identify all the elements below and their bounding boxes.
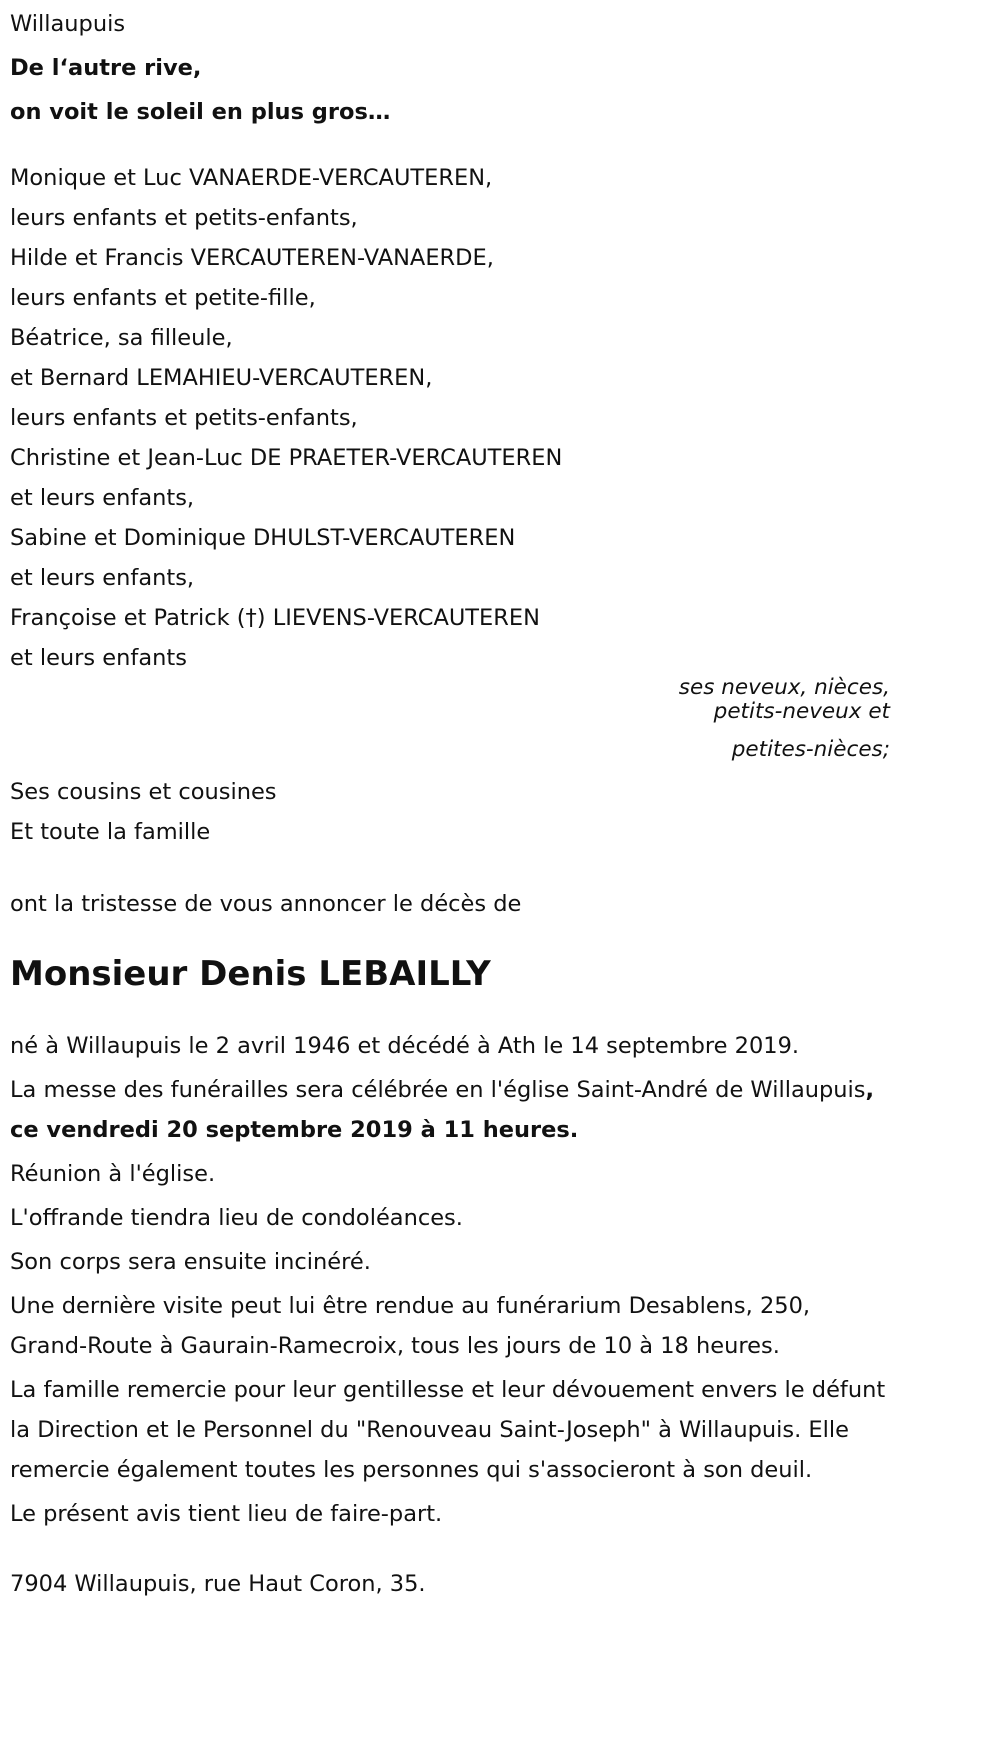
family-line: et leurs enfants xyxy=(10,645,187,671)
nephews-block xyxy=(10,676,890,762)
family-list xyxy=(10,158,890,678)
address-text: 7904 Willaupuis, rue Haut Coron, 35. xyxy=(10,1571,426,1597)
family-line: et Bernard LEMAHIEU-VERCAUTEREN, xyxy=(10,365,433,391)
visit-text: Une dernière visite peut lui être rendue au funérarium Desablens, 250, Grand-Route à Gaurain-Ramecroix, tous les jours de 10 à 18 heures. xyxy=(10,1293,811,1359)
thanks-text: La famille remercie pour leur gentillesse et leur dévouement envers le défunt la Direction et le Personnel du "Renouveau Saint-Joseph" à Willaupuis. Elle remercie également toutes les personnes qui s'associeront à son deuil. xyxy=(10,1377,886,1483)
nephews-line-3: petites-nièces; xyxy=(731,737,890,762)
meeting-text: Réunion à l'église. xyxy=(10,1161,216,1187)
cremation-text: Son corps sera ensuite incinéré. xyxy=(10,1249,371,1275)
family-line: leurs enfants et petits-enfants, xyxy=(10,205,358,231)
funeral-mass-date: , ce vendredi 20 septembre 2019 à 11 heures. xyxy=(10,1077,875,1143)
family-line: et leurs enfants, xyxy=(10,485,195,511)
family-line: Sabine et Dominique DHULST-VERCAUTEREN xyxy=(10,525,516,551)
notice-text: Le présent avis tient lieu de faire-part. xyxy=(10,1501,443,1527)
funeral-mass-text xyxy=(10,1070,890,1150)
birth-death-text: né à Willaupuis le 2 avril 1946 et décédé à Ath le 14 septembre 2019. xyxy=(10,1033,800,1059)
family-line: et leurs enfants, xyxy=(10,565,195,591)
funeral-mass-text-part1: La messe des funérailles sera célébrée en l'église Saint-André de Willaupuis xyxy=(10,1077,866,1103)
quote-line-2: on voit le soleil en plus gros… xyxy=(10,99,391,125)
quote-line-1: De l‘autre rive, xyxy=(10,55,202,81)
all-family-line: Et toute la famille xyxy=(10,819,211,845)
cousins-line: Ses cousins et cousines xyxy=(10,779,277,805)
family-line: leurs enfants et petits-enfants, xyxy=(10,405,358,431)
announcement: ont la tristesse de vous annoncer le décès de xyxy=(10,891,522,917)
deceased-name: Monsieur Denis LEBAILLY xyxy=(10,954,491,994)
location-header: Willaupuis xyxy=(10,11,126,37)
family-line: Hilde et Francis VERCAUTEREN-VANAERDE, xyxy=(10,245,494,271)
family-line: Béatrice, sa filleule, xyxy=(10,325,233,351)
family-line: leurs enfants et petite-fille, xyxy=(10,285,316,311)
family-line: Monique et Luc VANAERDE-VERCAUTEREN, xyxy=(10,165,493,191)
family-line: Françoise et Patrick (†) LIEVENS-VERCAUTEREN xyxy=(10,605,540,631)
nephews-line-2: petits-neveux et xyxy=(713,699,890,724)
family-line: Christine et Jean-Luc DE PRAETER-VERCAUTEREN xyxy=(10,445,563,471)
offering-text: L'offrande tiendra lieu de condoléances. xyxy=(10,1205,463,1231)
nephews-line-1: ses neveux, nièces, xyxy=(678,675,890,700)
obituary-page xyxy=(10,0,890,1604)
